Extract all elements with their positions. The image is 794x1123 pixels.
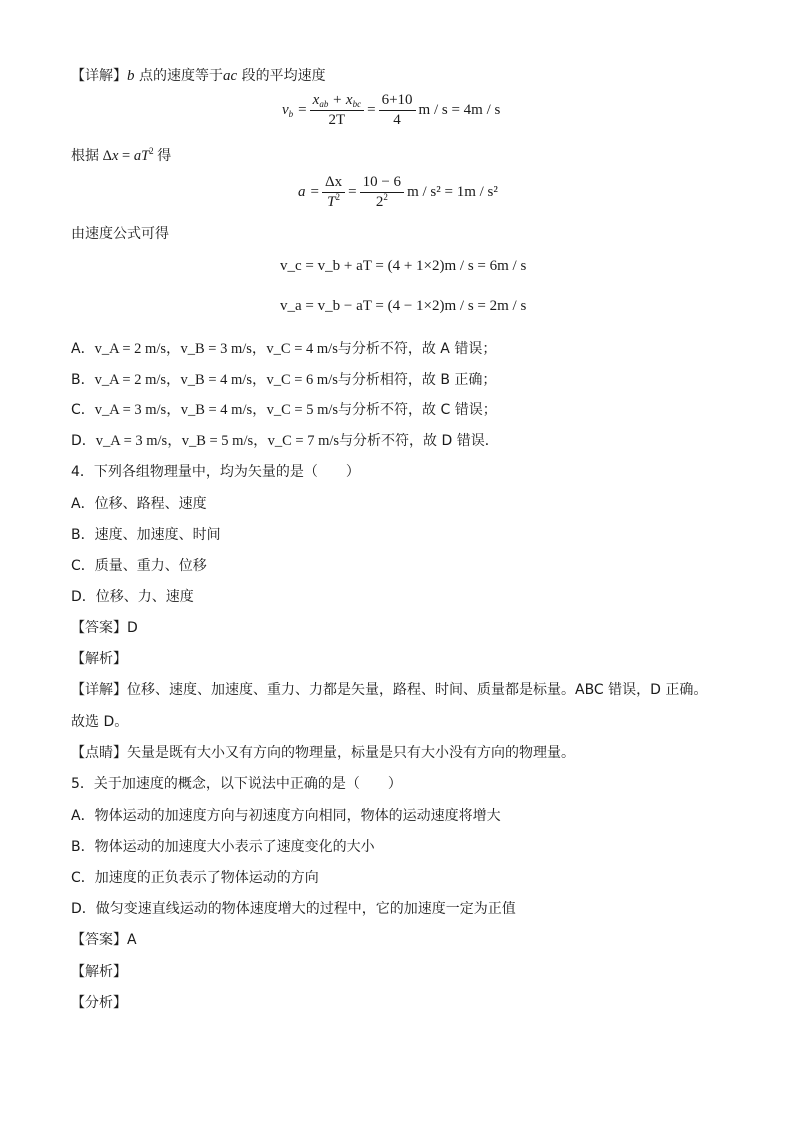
segment-ac: ac [222,68,238,84]
num-10-6: 10 − 6 [360,174,404,193]
q5-option-b: B．物体运动的加速度大小表示了速度变化的大小 [71,839,375,855]
point-b: b [127,68,135,84]
q4-tip-text: 矢量是既有大小又有方向的物理量，标量是只有大小没有方向的物理量。 [127,745,575,761]
detail-intro-mid: 点的速度等于 [134,68,223,84]
q5-option-c: C．加速度的正负表示了物体运动的方向 [71,870,319,886]
fraction-6-10 [379,92,416,129]
den-2T: 2T [328,112,346,128]
fraction-xab-xbc: $\frac{x_{ab} + x_{bc}}{2T}$ [310,92,364,129]
q4-tip-tag: 【点睛】 [71,745,127,761]
q4-tip [71,743,575,763]
q4-answer-tag: 【答案】 [71,620,127,636]
num-6-10: 6+10 [379,92,416,111]
option-a-analysis: A．v_A = 2 m/s，v_B = 3 m/s，v_C = 4 m/s与分析不符，故 A 错误； [71,341,497,357]
q4-detail-text: 位移、速度、加速度、重力、力都是矢量，路程、时间、质量都是标量。ABC 错误，D 正确。 [127,682,708,698]
a-result: m / s² = 1m / s² [407,184,498,200]
option-c-analysis: C．v_A = 3 m/s，v_B = 4 m/s，v_C = 5 m/s与分析不符，故 C 错误； [71,402,497,418]
q5-answer-value: A [127,932,137,948]
fraction-dx-t2: $\frac{\Delta x}{T^2}$ [322,174,345,211]
delta-x-pre: 根据 [71,148,99,164]
option-b-values: v_A = 2 m/s，v_B = 4 m/s，v_C = 6 m/s [94,372,338,388]
q4-answer [71,618,138,638]
option-a-values: v_A = 2 m/s，v_B = 3 m/s，v_C = 4 m/s [94,341,338,357]
velocity-formula-line: 由速度公式可得 [71,226,169,242]
q4-option-a: A．位移、路程、速度 [71,496,207,512]
q4-option-c: C．质量、重力、位移 [71,558,207,574]
q4-stem: 4．下列各组物理量中，均为矢量的是（ ） [71,464,360,480]
option-d-note: 与分析不符，故 D 错误． [339,433,499,449]
equation-a: a = $\frac{\Delta x}{T^2}$ = $\frac{10 - 6}{2^2}$ m / s² = 1m / s² [298,174,498,210]
q4-option-d: D．位移、力、速度 [71,589,194,605]
q4-answer-value: D [127,620,138,636]
q4-detail-tag: 【详解】 [71,682,127,698]
q5-answer-tag: 【答案】 [71,932,127,948]
detail-intro-line [71,66,326,86]
q4-option-b: B．速度、加速度、时间 [71,527,221,543]
option-b-analysis: B．v_A = 2 m/s，v_B = 4 m/s，v_C = 6 m/s与分析相符，故 B 正确； [71,372,497,388]
q4-analysis-tag: 【解析】 [71,651,127,667]
detail-tag: 【详解】 [71,68,127,84]
vb-result: m / s = 4m / s [418,102,501,118]
equation-va: v_a = v_b − aT = (4 − 1×2)m / s = 2m / s [280,298,527,314]
q4-conclusion: 故选 D。 [71,714,129,730]
q5-fenxi-tag: 【分析】 [71,995,127,1011]
equation-vc: v_c = v_b + aT = (4 + 1×2)m / s = 6m / s [280,258,527,274]
option-d-analysis: D．v_A = 3 m/s，v_B = 5 m/s，v_C = 7 m/s与分析不符，故 D 错误． [71,433,499,449]
den-4: 4 [393,112,401,128]
q5-option-d: D．做匀变速直线运动的物体速度增大的过程中，它的加速度一定为正值 [71,901,516,917]
detail-intro-end: 段的平均速度 [237,68,326,84]
q5-analysis-tag: 【解析】 [71,964,127,980]
delta-x-end: 得 [157,148,172,164]
delta-x-line [71,146,171,166]
q4-detail [71,680,707,700]
option-c-note: 与分析不符，故 C 错误； [338,402,497,418]
q5-option-a: A．物体运动的加速度方向与初速度方向相同，物体的运动速度将增大 [71,808,501,824]
option-d-values: v_A = 3 m/s，v_B = 5 m/s，v_C = 7 m/s [95,433,340,449]
q5-stem: 5．关于加速度的概念，以下说法中正确的是（ ） [71,776,402,792]
num-dx: Δx [322,174,345,193]
option-c-values: v_A = 3 m/s，v_B = 4 m/s，v_C = 5 m/s [94,402,339,418]
equation-vb: $v_b$ = $\frac{x_{ab} + x_{bc}}{2T}$ = $\frac{6+10}{4}$ m / s = 4m / s [282,92,501,128]
q5-answer [71,930,137,950]
delta-x-formula: $\Delta x = aT^2$ [99,146,154,164]
fraction-10-6: $\frac{10 - 6}{2^2}$ [360,174,404,211]
option-b-note: 与分析相符，故 B 正确； [337,372,497,388]
option-a-note: 与分析不符，故 A 错误； [337,341,497,357]
